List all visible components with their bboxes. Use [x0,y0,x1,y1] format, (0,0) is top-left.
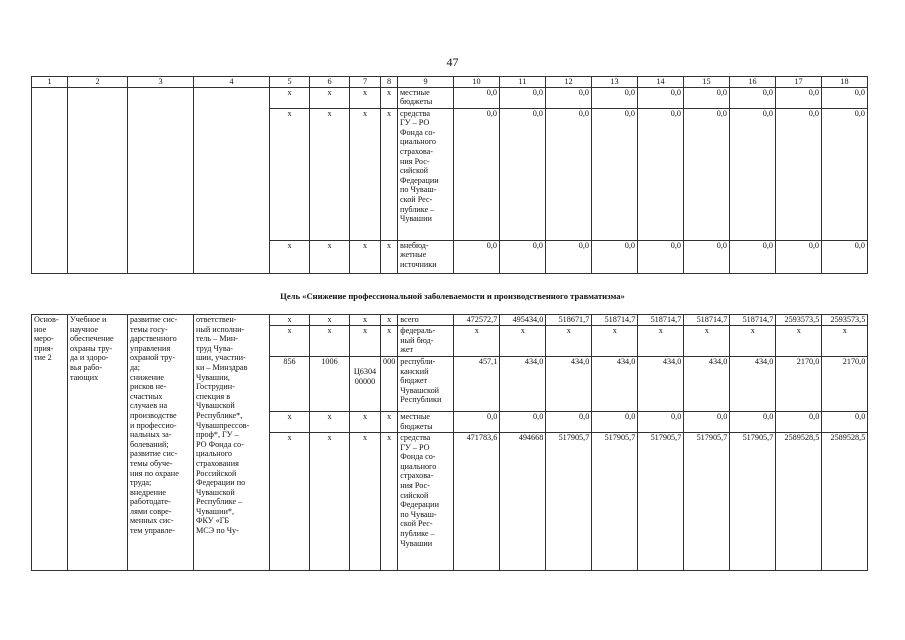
empty-cell [128,87,194,273]
value-cell: x [454,326,500,357]
value-cell: 434,0 [684,357,730,412]
value-cell: x [500,326,546,357]
value-cell: 0,0 [454,108,500,240]
cell-target: x [350,326,381,357]
value-cell: 0,0 [454,240,500,273]
cell-type: 000 [381,357,398,412]
cell-x: x [270,240,310,273]
value-cell: 517905,7 [638,433,684,571]
col-num: 3 [128,77,194,88]
funding-source: республи- канский бюджет Чувашской Республики [398,357,454,412]
value-cell: x [684,326,730,357]
col-num: 17 [776,77,822,88]
value-cell: 434,0 [592,357,638,412]
value-cell: 0,0 [592,412,638,433]
value-cell: 434,0 [546,357,592,412]
col-num: 13 [592,77,638,88]
value-cell: 0,0 [730,240,776,273]
measure-title: Учебное и научное обеспечение охраны тру- да и здоро- вья рабо- тающих [68,315,128,571]
cell-x: x [381,240,398,273]
value-cell: 0,0 [776,240,822,273]
value-cell: 517905,7 [730,433,776,571]
value-cell: 0,0 [546,108,592,240]
value-cell: 472572,7 [454,315,500,326]
value-cell: 2170,0 [776,357,822,412]
cell-x: x [350,240,381,273]
cell-x: x [270,108,310,240]
value-cell: 0,0 [454,87,500,108]
col-num: 16 [730,77,776,88]
value-cell: 517905,7 [592,433,638,571]
table-row [32,315,868,326]
value-cell: 2593573,5 [776,315,822,326]
page-number: 47 [446,55,459,69]
value-cell: 0,0 [776,87,822,108]
value-cell: 0,0 [592,87,638,108]
funding-source: местные бюджеты [398,87,454,108]
value-cell: 2589528,5 [776,433,822,571]
cell-target: x [350,433,381,571]
cell-grbs: x [270,433,310,571]
col-num: 12 [546,77,592,88]
value-cell: 495434,0 [500,315,546,326]
cell-target: x [350,412,381,433]
funding-source: местные бюджеты [398,412,454,433]
value-cell: 518714,7 [592,315,638,326]
empty-cell [32,87,68,273]
cell-x: x [381,87,398,108]
cell-x: x [310,240,350,273]
value-cell: 0,0 [776,412,822,433]
value-cell: 0,0 [546,240,592,273]
value-cell: 2170,0 [822,357,868,412]
value-cell: 434,0 [638,357,684,412]
value-cell: 517905,7 [546,433,592,571]
funding-source: средства ГУ – РО Фонда со- циального страхова- ния Рос- сийской Федерации по Чуваш- ской Рес- публике – Чувашии [398,108,454,240]
goal-heading: Цель «Снижение профессиональной заболеваемости и производственного травматизма» [280,291,625,301]
cell-target: Ц6304 00000 [350,357,381,412]
col-num: 15 [684,77,730,88]
funding-source: внебюд- жетные источники [398,240,454,273]
cell-type: x [381,412,398,433]
value-cell: 471783,6 [454,433,500,571]
value-cell: 518714,7 [730,315,776,326]
measure-description: развитие сис- темы госу- дарственного управления охраной тру- да; снижение рисков не- счастных случаев на производстве и профессио- нальных за- болеваний; развитие сис- темы обуче- ния по охране труда; внедрение работодате- лями совре- менных сис- тем управле- [128,315,194,571]
value-cell: x [776,326,822,357]
cell-x: x [310,87,350,108]
cell-section: 1006 [310,357,350,412]
value-cell: 0,0 [730,87,776,108]
value-cell: 0,0 [546,87,592,108]
cell-x: x [381,108,398,240]
value-cell: 0,0 [500,412,546,433]
value-cell: 494668 [500,433,546,571]
col-num: 11 [500,77,546,88]
value-cell: 0,0 [500,108,546,240]
value-cell: 457,1 [454,357,500,412]
value-cell: 518714,7 [638,315,684,326]
value-cell: 0,0 [822,412,868,433]
value-cell: 0,0 [684,240,730,273]
col-num: 8 [381,77,398,88]
value-cell: 0,0 [638,108,684,240]
cell-x: x [310,108,350,240]
value-cell: 0,0 [546,412,592,433]
value-cell: x [592,326,638,357]
col-num: 2 [68,77,128,88]
value-cell: 0,0 [684,108,730,240]
empty-cell [194,87,270,273]
col-num: 1 [32,77,68,88]
measure-label: Основ- ное меро- прия- тие 2 [32,315,68,571]
value-cell: 517905,7 [684,433,730,571]
cell-type: x [381,326,398,357]
col-num: 4 [194,77,270,88]
funding-source: федераль- ный бюд- жет [398,326,454,357]
value-cell: 2589528,5 [822,433,868,571]
value-cell: 434,0 [500,357,546,412]
value-cell: x [638,326,684,357]
cell-section: x [310,315,350,326]
value-cell: 0,0 [638,240,684,273]
value-cell: 0,0 [776,108,822,240]
col-num: 10 [454,77,500,88]
table-row [32,87,868,108]
value-cell: 0,0 [592,240,638,273]
funding-source: средства ГУ – РО Фонда со- циального страхова- ния Рос- сийской Федерации по Чуваш- ской Рес- публике – Чувашии [398,433,454,571]
col-num: 7 [350,77,381,88]
value-cell: 518714,7 [684,315,730,326]
col-num: 18 [822,77,868,88]
cell-grbs: x [270,315,310,326]
value-cell: 0,0 [684,412,730,433]
col-num: 6 [310,77,350,88]
col-num: 5 [270,77,310,88]
value-cell: 0,0 [822,240,868,273]
cell-x: x [350,108,381,240]
value-cell: 0,0 [822,87,868,108]
value-cell: 0,0 [638,87,684,108]
cell-section: x [310,412,350,433]
value-cell: 2593573,5 [822,315,868,326]
value-cell: 0,0 [684,87,730,108]
value-cell: 0,0 [822,108,868,240]
cell-type: x [381,315,398,326]
value-cell: 518671,7 [546,315,592,326]
value-cell: 0,0 [454,412,500,433]
value-cell: 0,0 [730,108,776,240]
cell-x: x [350,87,381,108]
budget-table-goal [31,314,868,571]
col-num: 9 [398,77,454,88]
cell-target: x [350,315,381,326]
value-cell: 0,0 [500,87,546,108]
value-cell: 0,0 [638,412,684,433]
cell-section: x [310,326,350,357]
responsible-executor: ответствен- ный исполни- тель – Мин- труд Чува- шии, участни- ки – Минздрав Чувашии, Гострудин- спекция в Чувашской Республике*, Чувашпрессов- проф*, ГУ – РО Фонда со- циального страхования Российской Федерации по Чувашской Республике – Чувашии*, ФКУ «ГБ МСЭ по Чу- [194,315,270,571]
col-num: 14 [638,77,684,88]
value-cell: x [730,326,776,357]
cell-grbs: x [270,412,310,433]
budget-table-top [31,76,868,274]
value-cell: 0,0 [730,412,776,433]
cell-section: x [310,433,350,571]
value-cell: 0,0 [592,108,638,240]
value-cell: 434,0 [730,357,776,412]
value-cell: x [822,326,868,357]
cell-type: x [381,433,398,571]
empty-cell [68,87,128,273]
funding-source: всего [398,315,454,326]
cell-grbs: 856 [270,357,310,412]
column-number-row [32,77,868,88]
value-cell: x [546,326,592,357]
cell-grbs: x [270,326,310,357]
value-cell: 0,0 [500,240,546,273]
cell-x: x [270,87,310,108]
